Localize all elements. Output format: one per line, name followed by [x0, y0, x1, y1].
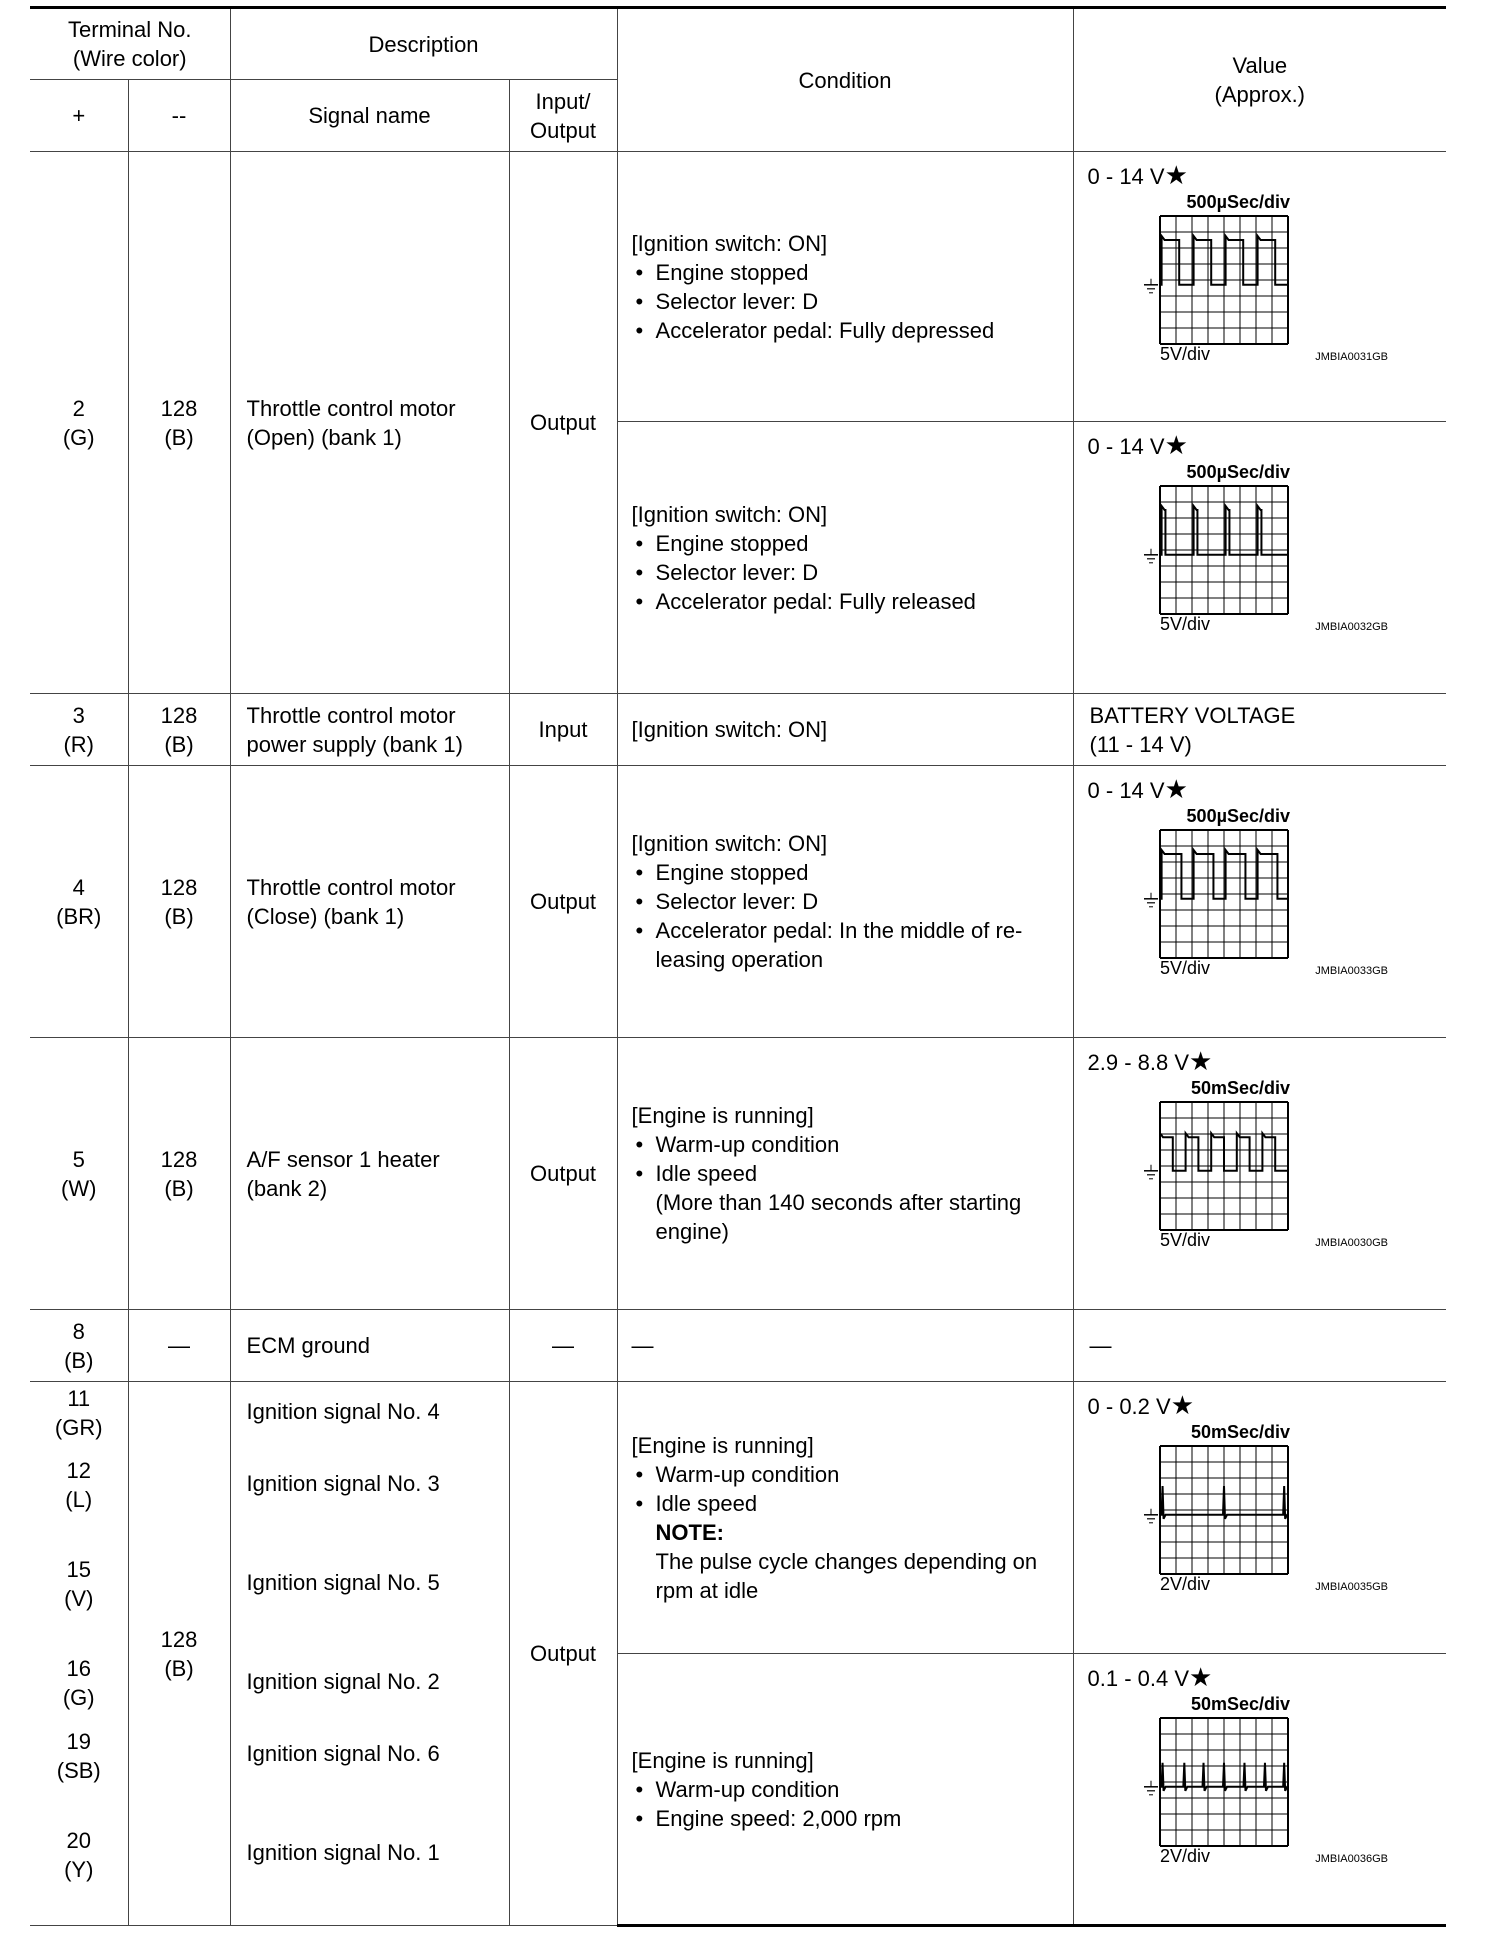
- description-header: Description: [230, 8, 617, 80]
- io-cell: Output: [509, 1382, 617, 1926]
- terminal-number: 12: [66, 1458, 91, 1483]
- minus-terminal-cell: [128, 694, 230, 766]
- list-item: • Warm-up condition: [632, 1130, 1063, 1159]
- terminal-number: 8: [72, 1318, 85, 1344]
- time-div-label: 50mSec/div: [1190, 1694, 1290, 1714]
- terminal-entry: [30, 1555, 128, 1613]
- minus-terminal-cell: [128, 1382, 230, 1926]
- signal-name-header: Signal name: [230, 80, 509, 152]
- condition-head: [Ignition switch: ON]: [631, 501, 828, 527]
- oscilloscope-waveform: [1088, 806, 1428, 1001]
- terminal-number: 16: [66, 1656, 91, 1681]
- figure-code: JMBIA0035GB: [1314, 1581, 1388, 1593]
- wire-color: (G): [62, 424, 95, 450]
- condition-list: [632, 858, 1063, 945]
- value-text: [1088, 162, 1447, 190]
- minus-terminal-cell: [128, 1038, 230, 1310]
- star-icon: ★: [1164, 430, 1188, 460]
- signal-name-cell: [230, 1382, 509, 1926]
- wire-color: (SB): [56, 1758, 101, 1783]
- star-icon: ★: [1189, 1662, 1213, 1692]
- value-label: Value: [1232, 53, 1288, 78]
- value-cell: —: [1073, 1310, 1446, 1382]
- wire-color: (BR): [56, 903, 102, 929]
- signal-name-line: Ignition signal No. 6: [246, 1741, 440, 1766]
- signal-name-line: Ignition signal No. 4: [246, 1399, 440, 1424]
- list-item: • Warm-up condition: [632, 1775, 1063, 1804]
- figure-code: JMBIA0033GB: [1314, 965, 1388, 977]
- table-row: [30, 1382, 1446, 1654]
- signal-name-line: power supply (bank 1): [246, 731, 463, 757]
- condition-cell: [617, 422, 1073, 694]
- signal-name-line: (Close) (bank 1): [246, 903, 405, 929]
- signal-name-line: Ignition signal No. 3: [246, 1471, 440, 1496]
- list-item: • Idle speed: [632, 1489, 1063, 1518]
- volt-div-label: 2V/div: [1159, 1846, 1210, 1866]
- condition-list: [632, 1130, 1063, 1188]
- signal-name-line: (bank 2): [246, 1175, 328, 1201]
- star-icon: ★: [1189, 1046, 1213, 1076]
- table-row: [30, 1038, 1446, 1310]
- condition-cell: [617, 1038, 1073, 1310]
- wire-color: (B): [164, 731, 194, 757]
- condition-head: [Engine is running]: [631, 1103, 814, 1128]
- wire-color: (B): [164, 1175, 194, 1201]
- plus-terminal-cell: [30, 1038, 128, 1310]
- terminal-entry: [30, 1654, 128, 1712]
- value-header: [1073, 8, 1446, 152]
- list-item: • Selector lever: D: [632, 887, 1063, 916]
- plus-terminal-cell: [30, 694, 128, 766]
- condition-sub-line: engine): [655, 1219, 729, 1244]
- condition-head: [Ignition switch: ON]: [631, 230, 828, 256]
- terminal-stack: [30, 1382, 128, 1924]
- plus-terminal-cell: [30, 766, 128, 1038]
- terminal-number: 4: [72, 874, 85, 900]
- wire-color: (B): [164, 903, 194, 929]
- condition-list: [632, 529, 1063, 616]
- time-div-label: 500µSec/div: [1186, 462, 1290, 482]
- wire-color: (B): [164, 424, 194, 450]
- condition-list: [632, 258, 1063, 345]
- volt-div-label: 5V/div: [1159, 958, 1210, 978]
- wire-color: (W): [61, 1175, 97, 1201]
- minus-header: --: [128, 80, 230, 152]
- note-label: NOTE:: [655, 1519, 724, 1545]
- waveform-trace: [1160, 1133, 1288, 1171]
- condition-cell: [Ignition switch: ON]: [617, 694, 1073, 766]
- terminal-entry: [30, 1456, 128, 1514]
- io-cell: —: [509, 1310, 617, 1382]
- signal-name-line: Ignition signal No. 5: [246, 1570, 440, 1595]
- condition-head: [Engine is running]: [631, 1432, 814, 1458]
- value-cell: [1073, 694, 1446, 766]
- signal-name-line: Ignition signal No. 1: [246, 1840, 440, 1865]
- value-text: [1088, 1392, 1447, 1420]
- io-cell: Output: [509, 152, 617, 694]
- value-text: [1088, 776, 1447, 804]
- condition-cell: [617, 1382, 1073, 1654]
- list-item: • Idle speed: [632, 1159, 1063, 1188]
- value-cell: [1073, 422, 1446, 694]
- signal-name-line: Throttle control motor: [246, 702, 456, 728]
- oscilloscope-waveform: [1088, 462, 1428, 657]
- terminal-no-header: [30, 8, 230, 80]
- signal-name-cell: [230, 766, 509, 1038]
- terminal-no-label: Terminal No.: [68, 17, 192, 42]
- value-range: 0 - 14 V: [1087, 164, 1165, 189]
- terminal-number: 15: [66, 1557, 91, 1582]
- time-div-label: 500µSec/div: [1186, 192, 1290, 212]
- condition-continuation: leasing operation: [655, 947, 824, 972]
- oscilloscope-waveform: [1088, 1694, 1428, 1889]
- header-row: [30, 8, 1446, 80]
- signal-stack: [247, 1382, 509, 1924]
- condition-list: [632, 1775, 1063, 1833]
- volt-div-label: 5V/div: [1159, 614, 1210, 634]
- waveform-trace: [1160, 1763, 1288, 1791]
- star-icon: ★: [1170, 1390, 1194, 1420]
- list-item: • Selector lever: D: [632, 287, 1063, 316]
- list-item: • Selector lever: D: [632, 558, 1063, 587]
- list-item: • Engine stopped: [632, 258, 1063, 287]
- condition-header: Condition: [617, 8, 1073, 152]
- figure-code: JMBIA0030GB: [1314, 1237, 1388, 1249]
- condition-head: [Engine is running]: [631, 1747, 814, 1773]
- value-cell: [1073, 1654, 1446, 1926]
- plus-terminal-cell: [30, 1382, 128, 1926]
- waveform-trace: [1160, 1486, 1288, 1519]
- terminal-number: 128: [160, 874, 198, 900]
- list-item: • Warm-up condition: [632, 1460, 1063, 1489]
- value-text: [1088, 1664, 1447, 1692]
- terminal-entry: [30, 1384, 128, 1442]
- condition-cell: [617, 1654, 1073, 1926]
- terminal-entry: [30, 1826, 128, 1884]
- approx-label: (Approx.): [1214, 82, 1306, 107]
- io-cell: Output: [509, 766, 617, 1038]
- wire-color: (B): [64, 1347, 94, 1373]
- signal-name-line: Throttle control motor: [246, 874, 456, 900]
- wire-color: (G): [62, 1685, 95, 1710]
- value-range: 0 - 14 V: [1087, 778, 1165, 803]
- signal-name-line: A/F sensor 1 heater: [246, 1146, 440, 1172]
- oscilloscope-waveform: [1088, 1078, 1428, 1273]
- value-cell: [1073, 766, 1446, 1038]
- condition-sub-line: (More than 140 seconds after starting: [655, 1190, 1022, 1215]
- oscilloscope-waveform: [1088, 192, 1428, 387]
- terminal-number: 128: [160, 702, 198, 728]
- signal-name-cell: [230, 694, 509, 766]
- wire-color: (Y): [64, 1857, 94, 1882]
- value-range: 0.1 - 0.4 V: [1087, 1666, 1190, 1691]
- time-div-label: 50mSec/div: [1190, 1078, 1290, 1098]
- io-cell: Output: [509, 1038, 617, 1310]
- plus-terminal-cell: [30, 1310, 128, 1382]
- value-cell: [1073, 152, 1446, 422]
- figure-code: JMBIA0032GB: [1314, 621, 1388, 633]
- table-row: [30, 694, 1446, 766]
- value-range: 0 - 0.2 V: [1087, 1394, 1171, 1419]
- value-text: BATTERY VOLTAGE: [1089, 702, 1296, 728]
- wire-color: (B): [164, 1655, 194, 1681]
- figure-code: JMBIA0031GB: [1314, 351, 1388, 363]
- value-text: [1088, 432, 1447, 460]
- wire-color: (V): [64, 1586, 94, 1611]
- value-cell: [1073, 1038, 1446, 1310]
- condition-cell: [617, 152, 1073, 422]
- wire-color: (R): [63, 731, 95, 757]
- signal-name-line: Ignition signal No. 2: [246, 1669, 440, 1694]
- signal-name-cell: [230, 1038, 509, 1310]
- terminal-number: 11: [67, 1386, 91, 1411]
- terminal-number: 128: [160, 395, 198, 421]
- wire-color: (L): [65, 1487, 93, 1512]
- list-item: • Engine stopped: [632, 529, 1063, 558]
- volt-div-label: 5V/div: [1159, 344, 1210, 364]
- star-icon: ★: [1164, 160, 1188, 190]
- signal-name-cell: [230, 152, 509, 694]
- signal-name-cell: ECM ground: [230, 1310, 509, 1382]
- minus-terminal-cell: —: [128, 1310, 230, 1382]
- terminal-number: 128: [160, 1146, 198, 1172]
- wire-color: (GR): [54, 1415, 103, 1440]
- plus-terminal-cell: [30, 152, 128, 694]
- list-item: • Engine stopped: [632, 858, 1063, 887]
- value-text: (11 - 14 V): [1089, 731, 1192, 757]
- volt-div-label: 5V/div: [1159, 1230, 1210, 1250]
- terminal-number: 2: [72, 395, 85, 421]
- time-div-label: 500µSec/div: [1186, 806, 1290, 826]
- oscilloscope-waveform: [1088, 1422, 1428, 1617]
- signal-name-line: Throttle control motor: [246, 395, 456, 421]
- table-row: [30, 152, 1446, 422]
- signal-name-line: (Open) (bank 1): [246, 424, 402, 450]
- list-item: • Accelerator pedal: Fully depressed: [632, 316, 1063, 345]
- input-output-label-1: Input/: [535, 88, 591, 114]
- volt-div-label: 2V/div: [1159, 1574, 1210, 1594]
- condition-cell: —: [617, 1310, 1073, 1382]
- input-output-label-2: Output: [530, 117, 597, 143]
- input-output-header: [509, 80, 617, 152]
- condition-head: [Ignition switch: ON]: [631, 831, 828, 856]
- terminal-number: 19: [66, 1729, 91, 1754]
- note-line: rpm at idle: [655, 1577, 759, 1603]
- terminal-number: 20: [66, 1828, 91, 1853]
- figure-code: JMBIA0036GB: [1314, 1853, 1388, 1865]
- condition-cell: [617, 766, 1073, 1038]
- terminal-entry: [30, 1727, 128, 1785]
- value-cell: [1073, 1382, 1446, 1654]
- terminal-number: 128: [160, 1626, 198, 1652]
- time-div-label: 50mSec/div: [1190, 1422, 1290, 1442]
- list-item: • Accelerator pedal: Fully released: [632, 587, 1063, 616]
- condition-list: [632, 1460, 1063, 1518]
- list-item: • Accelerator pedal: In the middle of re-: [632, 916, 1063, 945]
- ecm-terminal-table: [30, 6, 1446, 1927]
- note-line: The pulse cycle changes depending on: [655, 1548, 1038, 1574]
- table-row: [30, 1310, 1446, 1382]
- io-cell: Input: [509, 694, 617, 766]
- list-item: • Engine speed: 2,000 rpm: [632, 1804, 1063, 1833]
- table-row: [30, 766, 1446, 1038]
- value-text: [1088, 1048, 1447, 1076]
- star-icon: ★: [1164, 774, 1188, 804]
- ecm-terminal-table-page: [30, 6, 1446, 1924]
- minus-terminal-cell: [128, 766, 230, 1038]
- plus-header: +: [30, 80, 128, 152]
- wire-color-label: (Wire color): [72, 46, 187, 71]
- value-range: 2.9 - 8.8 V: [1087, 1050, 1190, 1075]
- terminal-number: 3: [72, 702, 85, 728]
- value-range: 0 - 14 V: [1087, 434, 1165, 459]
- minus-terminal-cell: [128, 152, 230, 694]
- terminal-number: 5: [72, 1146, 85, 1172]
